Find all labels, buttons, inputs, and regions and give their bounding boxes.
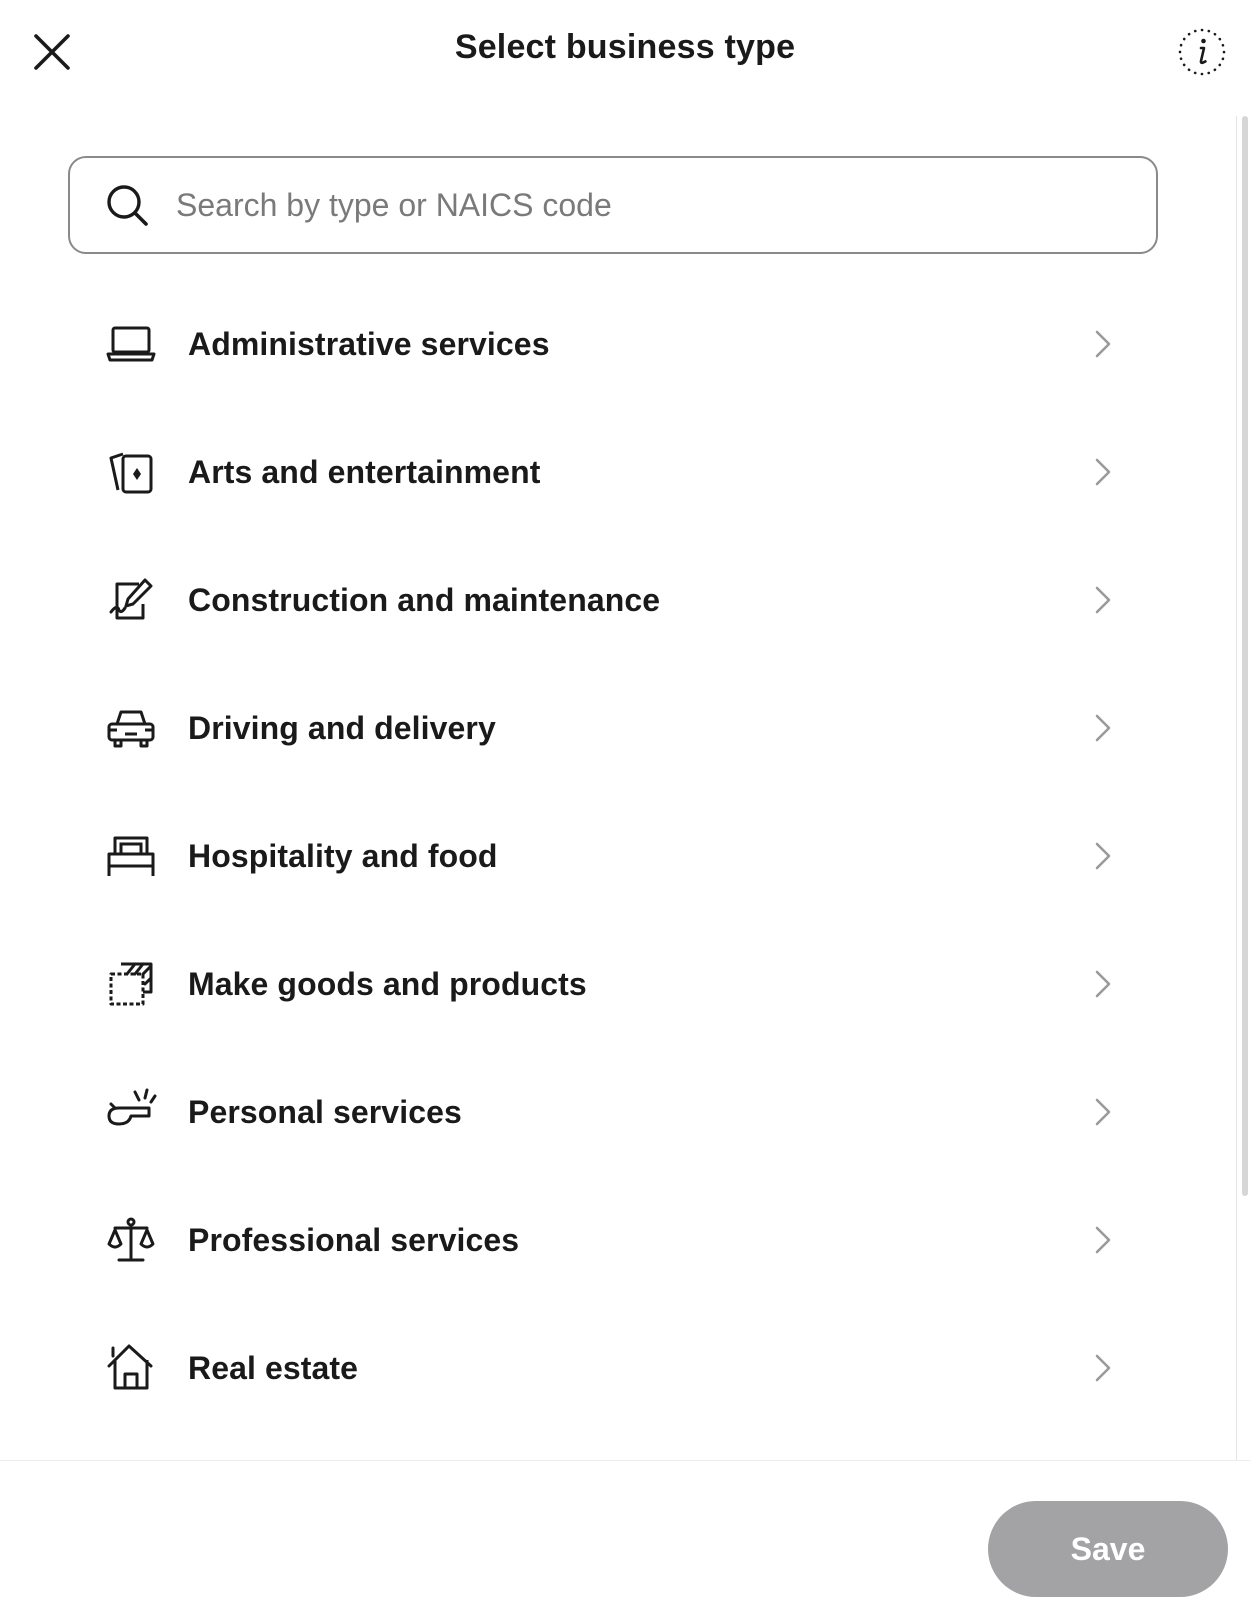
category-label: Professional services	[188, 1221, 520, 1258]
chevron-right-icon	[1088, 585, 1118, 615]
category-scroll-area	[0, 116, 1236, 1460]
category-label: Driving and delivery	[188, 709, 496, 746]
search-icon	[104, 182, 150, 228]
chevron-right-icon	[1088, 713, 1118, 743]
category-item-hospitality-and-food[interactable]	[0, 792, 1236, 920]
save-button[interactable]: Save	[988, 1501, 1228, 1597]
category-label: Personal services	[188, 1093, 462, 1130]
house-icon	[104, 1341, 158, 1395]
chevron-right-icon	[1088, 969, 1118, 999]
chevron-right-icon	[1088, 1225, 1118, 1255]
chevron-right-icon	[1088, 1353, 1118, 1383]
laptop-icon	[104, 317, 158, 371]
category-item-professional-services[interactable]	[0, 1176, 1236, 1304]
modal-footer	[0, 1460, 1250, 1618]
category-item-real-estate[interactable]	[0, 1304, 1236, 1432]
category-item-arts-and-entertainment[interactable]	[0, 408, 1236, 536]
car-icon	[104, 701, 158, 755]
category-label: Construction and maintenance	[188, 581, 661, 618]
category-item-make-goods-and-products[interactable]	[0, 920, 1236, 1048]
pencil-paper-icon	[104, 573, 158, 627]
category-label: Real estate	[188, 1349, 359, 1386]
category-item-driving-and-delivery[interactable]	[0, 664, 1236, 792]
scrollbar-thumb[interactable]	[1242, 116, 1248, 1196]
search-input[interactable]	[176, 187, 1076, 224]
search-field[interactable]	[68, 156, 1158, 254]
category-item-administrative-services[interactable]	[0, 280, 1236, 408]
playing-cards-icon	[104, 445, 158, 499]
info-icon	[1177, 27, 1227, 77]
chevron-right-icon	[1088, 1097, 1118, 1127]
fabric-swatch-icon	[104, 957, 158, 1011]
bed-icon	[104, 829, 158, 883]
chevron-right-icon	[1088, 841, 1118, 871]
category-label: Administrative services	[188, 325, 550, 362]
info-button[interactable]	[1174, 24, 1230, 80]
category-item-personal-services[interactable]	[0, 1048, 1236, 1176]
chevron-right-icon	[1088, 457, 1118, 487]
scales-icon	[104, 1213, 158, 1267]
category-item-construction-and-maintenance[interactable]	[0, 536, 1236, 664]
modal-header	[0, 0, 1250, 104]
page-title: Select business type	[454, 28, 796, 66]
category-label: Make goods and products	[188, 965, 587, 1002]
hair-dryer-icon	[104, 1085, 158, 1139]
chevron-right-icon	[1088, 329, 1118, 359]
category-list	[0, 280, 1236, 1432]
category-label: Hospitality and food	[188, 837, 498, 874]
category-label: Arts and entertainment	[188, 453, 541, 490]
scrollbar[interactable]	[1236, 116, 1250, 1460]
